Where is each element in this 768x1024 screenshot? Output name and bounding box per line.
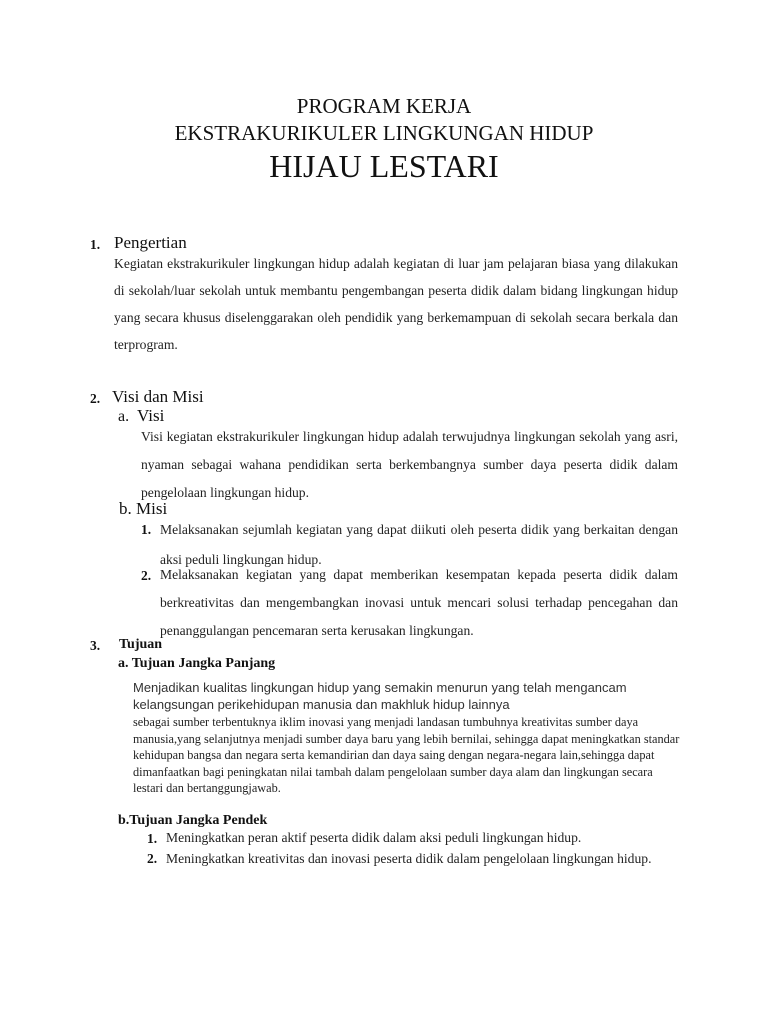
tujuan-jangka-panjang-body-large: Menjadikan kualitas lingkungan hidup yang semakin menurun yang telah mengancam kelangsungan perikehidupan manusia dan makhluk hidup lainnya <box>133 680 627 712</box>
visi-heading: Visi <box>137 406 165 425</box>
section-3-heading: Tujuan <box>119 637 163 652</box>
tujuan-jangka-panjang-body-small: sebagai sumber terbentuknya iklim inovasi yang menjadi landasan tumbuhnya kreativitas sumber daya manusia,yang selanjutnya menjadi sumber daya baru yang lebih bernilai, sehingga dapat meningkatkan standar kehidupan bangsa dan negara serta kemandirian dan daya saing dengan negara-negara lain,sehingga dapat dimanfaatkan bagi peningkatan nilai tambah dalam pengelolaan sumber daya alam dan lingkungan secara lestari dan bertanggungjawab. <box>133 715 680 795</box>
section-3-number: 3. <box>90 638 101 653</box>
misi-item-1-text: Melaksanakan sejumlah kegiatan yang dapat diikuti oleh peserta didik yang berkaitan dengan aksi peduli lingkungan hidup. <box>160 522 678 567</box>
pendek-item-1-text: Meningkatkan peran aktif peserta didik dalam aksi peduli lingkungan hidup. <box>166 830 582 845</box>
pendek-item-2-number: 2. <box>147 851 158 866</box>
misi-item-1-number: 1. <box>141 522 152 537</box>
visi-label: a. <box>118 408 130 425</box>
pendek-item-1-number: 1. <box>147 831 158 846</box>
title-line-2: EKSTRAKURIKULER LINGKUNGAN HIDUP <box>174 121 594 145</box>
misi-item-2-text: Melaksanakan kegiatan yang dapat memberikan kesempatan kepada peserta didik dalam berkreativitas dan mengembangkan inovasi untuk mencari solusi terhadap pencegahan dan penanggulangan pencemaran serta kerusakan lingkungan. <box>160 567 678 638</box>
misi-item-2-number: 2. <box>141 568 152 583</box>
tujuan-jangka-panjang-heading: a. Tujuan Jangka Panjang <box>118 656 276 671</box>
title-line-1: PROGRAM KERJA <box>296 94 472 118</box>
section-2-heading: Visi dan Misi <box>112 387 204 406</box>
section-1-number: 1. <box>90 237 101 252</box>
section-1-heading: Pengertian <box>114 233 187 252</box>
pendek-item-2-text: Meningkatkan kreativitas dan inovasi peserta didik dalam pengelolaan lingkungan hidup. <box>166 851 652 866</box>
misi-heading: b. Misi <box>119 499 168 518</box>
tujuan-jangka-pendek-heading: b.Tujuan Jangka Pendek <box>118 813 268 828</box>
section-1-body: Kegiatan ekstrakurikuler lingkungan hidup adalah kegiatan di luar jam pelajaran biasa yang dilakukan di sekolah/luar sekolah untuk membantu pengembangan peserta didik dalam bidang lingkungan hidup yang secara khusus diselenggarakan oleh pendidik yang berkemampuan di sekolah secara berkala dan terprogram. <box>114 256 678 352</box>
title-line-3: HIJAU LESTARI <box>269 148 499 184</box>
section-2-number: 2. <box>90 391 101 406</box>
visi-body: Visi kegiatan ekstrakurikuler lingkungan hidup adalah terwujudnya lingkungan sekolah yang asri, nyaman sebagai wahana pendidikan serta berkembangnya sumber daya peserta didik dalam pengelolaan lingkungan hidup. <box>141 429 678 500</box>
